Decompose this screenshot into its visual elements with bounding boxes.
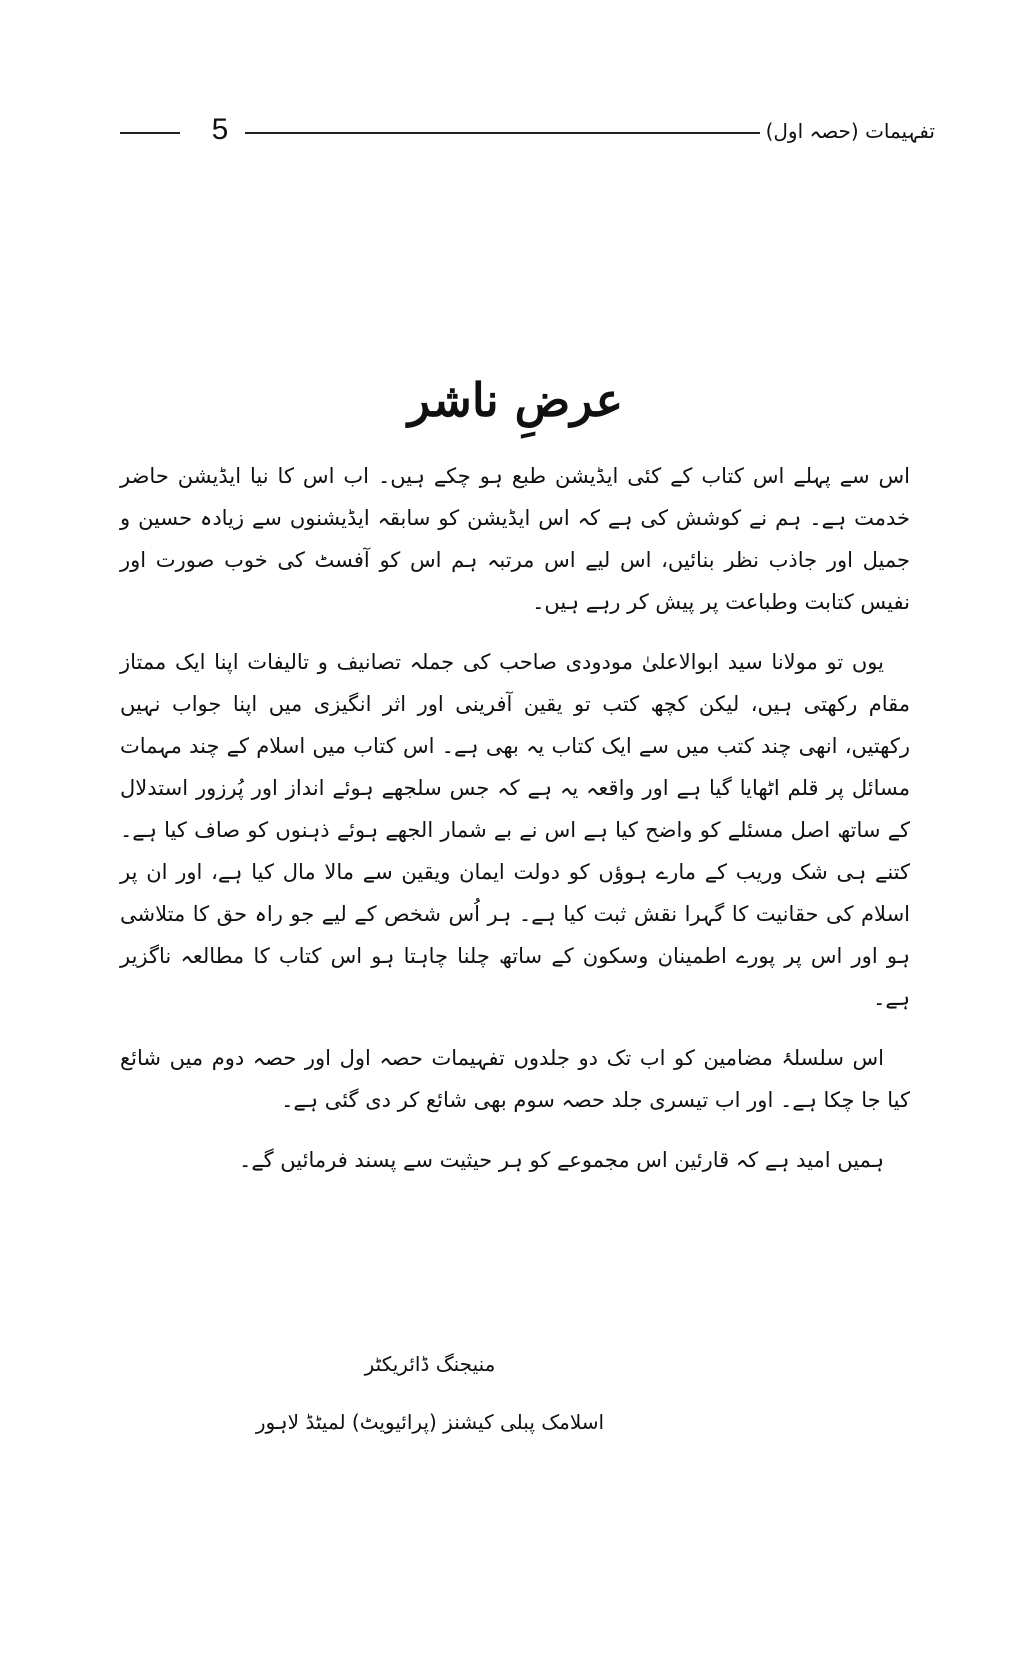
signature-role: منیجنگ ڈائریکٹر bbox=[364, 1352, 496, 1376]
paragraph-1: اس سے پہلے اس کتاب کے کئی ایڈیشن طبع ہو چکے ہیں۔ اب اس کا نیا ایڈیشن حاضر خدمت ہے۔ ہم نے کوشش کی ہے کہ اس ایڈیشن کو سابقہ ایڈیشنوں سے زیادہ حسین و جمیل اور جاذب نظر بنائیں، اس لیے اس مرتبہ ہم اس کو آفسٹ کی خوب صورت اور نفیس کتابت وطباعت پر پیش کر رہے ہیں۔ bbox=[120, 464, 910, 614]
running-title: تفہیمات (حصہ اول) bbox=[765, 119, 935, 143]
paragraph-4: ہمیں امید ہے کہ قارئین اس مجموعے کو ہر حیثیت سے پسند فرمائیں گے۔ bbox=[239, 1148, 884, 1172]
paragraph-3: اس سلسلۂ مضامین کو اب تک دو جلدوں تفہیمات حصہ اول اور حصہ دوم میں شائع کیا جا چکا ہے۔ اور اب تیسری جلد حصہ سوم بھی شائع کر دی گئی ہے۔ bbox=[120, 1046, 910, 1112]
page-header bbox=[120, 112, 935, 152]
header-dash bbox=[120, 132, 180, 134]
signature-block bbox=[200, 1340, 660, 1456]
page-number: 5 bbox=[211, 113, 229, 146]
header-rule bbox=[245, 132, 760, 134]
paragraph-2: یوں تو مولانا سید ابوالاعلیٰ مودودی صاحب کی جملہ تصانیف و تالیفات اپنا ایک ممتاز مقام رکھتی ہیں، لیکن کچھ کتب تو یقین آفرینی اور اثر انگیزی میں اپنا جواب نہیں رکھتیں، انھی چند کتب میں سے ایک کتاب یہ بھی ہے۔ اس کتاب میں اسلام کے چند مہمات مسائل پر قلم اٹھایا گیا ہے اور واقعہ یہ ہے کہ جس سلجھے ہوئے انداز اور پُرزور استدلال کے ساتھ اصل مسئلے کو واضح کیا ہے اس نے بے شمار الجھے ہوئے ذہنوں کو صاف کیا ہے۔ کتنے ہی شک وریب کے مارے ہوؤں کو دولت ایمان ویقین سے مالا مال کیا ہے، اور ان پر اسلام کی حقانیت کا گہرا نقش ثبت کیا ہے۔ ہر اُس شخص کے لیے جو راہ حق کا متلاشی ہو اور اس پر پورے اطمینان وسکون کے ساتھ چلنا چاہتا ہو اس کتاب کا مطالعہ ناگزیر ہے۔ bbox=[120, 650, 911, 1010]
section-title: عرضِ ناشر bbox=[407, 373, 624, 427]
body-text bbox=[120, 455, 910, 1199]
signature-organization: اسلامک پبلی کیشنز (پرائیویٹ) لمیٹڈ لاہور bbox=[255, 1410, 605, 1434]
